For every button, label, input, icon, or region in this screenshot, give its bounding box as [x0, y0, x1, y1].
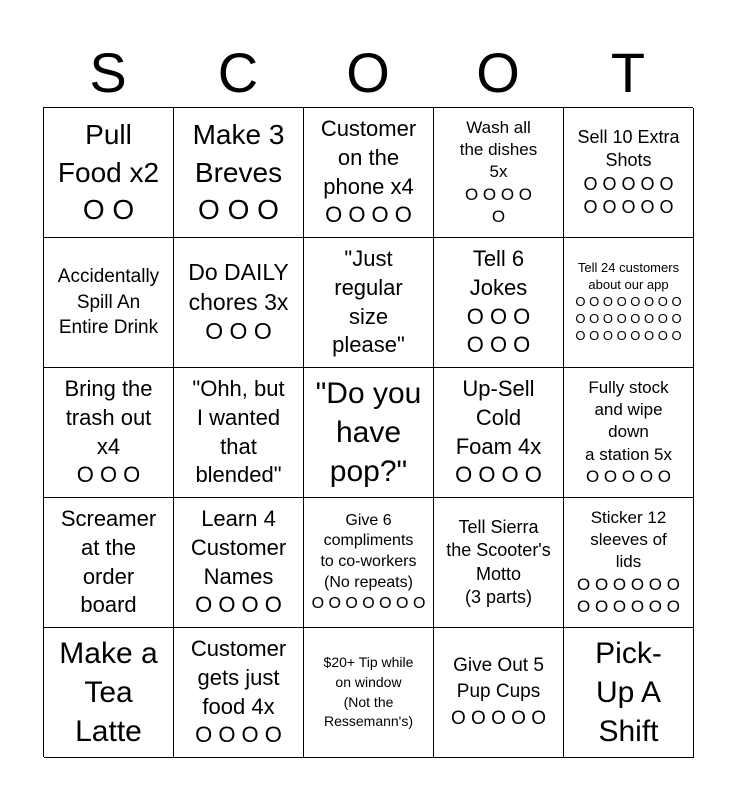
bingo-cell-text: Learn 4 Customer Names O O O O [190, 506, 287, 618]
bingo-cell-text: Customer on the phone x4 O O O O [320, 116, 417, 228]
bingo-cell-text: "Ohh, but I wanted that blended" [192, 376, 285, 488]
bingo-cell-text: Give 6 compliments to co-workers (No repeats) O O O O O O O [311, 511, 426, 612]
bingo-cell-text: "Just regular size please" [332, 246, 405, 358]
bingo-cell[interactable] [44, 628, 174, 758]
bingo-cell-text: Tell 6 Jokes O O O O O O [466, 246, 531, 358]
bingo-header [43, 42, 693, 104]
header-letter-s: S [89, 41, 127, 104]
bingo-cell[interactable] [434, 498, 564, 628]
bingo-cell[interactable] [174, 498, 304, 628]
bingo-cell[interactable] [564, 238, 694, 368]
bingo-cell[interactable] [564, 498, 694, 628]
bingo-cell[interactable] [174, 108, 304, 238]
bingo-cell[interactable] [564, 108, 694, 238]
bingo-cell[interactable] [304, 108, 434, 238]
bingo-cell-text: Bring the trash out x4 O O O [64, 376, 153, 488]
bingo-cell-text: Give Out 5 Pup Cups O O O O O [450, 654, 546, 729]
bingo-cell[interactable] [434, 368, 564, 498]
bingo-cell[interactable] [564, 628, 694, 758]
bingo-grid [43, 107, 693, 757]
bingo-cell[interactable] [304, 368, 434, 498]
bingo-cell[interactable] [44, 498, 174, 628]
bingo-cell[interactable] [174, 238, 304, 368]
bingo-cell-text: Do DAILY chores 3x O O O [188, 258, 289, 345]
bingo-cell[interactable] [44, 368, 174, 498]
bingo-cell[interactable] [174, 628, 304, 758]
bingo-cell-text: Accidentally Spill An Entire Drink [57, 266, 160, 339]
bingo-cell[interactable] [304, 498, 434, 628]
bingo-cell-text: Screamer at the order board [60, 506, 157, 618]
header-letter-o-2: O [476, 41, 520, 104]
bingo-cell-text: Sell 10 Extra Shots O O O O O O O O O O [577, 126, 680, 217]
bingo-cell-text: Sticker 12 sleeves of lids O O O O O O O O O O O O [577, 508, 680, 616]
bingo-cell-text: Pull Food x2 O O [57, 118, 160, 226]
header-letter-o: O [346, 41, 390, 104]
bingo-cell-text: Make 3 Breves O O O [192, 118, 285, 226]
bingo-cell[interactable] [434, 108, 564, 238]
bingo-cell[interactable] [304, 238, 434, 368]
bingo-cell[interactable] [434, 238, 564, 368]
bingo-cell-text: Tell 24 customers about our app O O O O O O O O O O O O O O O O O O O O O O O O [575, 260, 682, 343]
bingo-cell-text: "Do you have pop?" [315, 377, 422, 488]
bingo-cell-text: Wash all the dishes 5x O O O O O [459, 118, 538, 226]
bingo-cell-text: Make a Tea Latte [59, 637, 158, 748]
bingo-cell[interactable] [434, 628, 564, 758]
bingo-cell-text: Tell Sierra the Scooter's Motto (3 parts) [446, 516, 551, 607]
bingo-cell[interactable] [174, 368, 304, 498]
bingo-cell[interactable] [44, 108, 174, 238]
bingo-cell[interactable] [564, 368, 694, 498]
bingo-cell[interactable] [304, 628, 434, 758]
bingo-cell-text: Pick- Up A Shift [595, 637, 662, 748]
bingo-cell-text: Fully stock and wipe down a station 5x O O O O O [585, 378, 672, 486]
bingo-cell-text: $20+ Tip while on window (Not the Ressemann's) [323, 654, 414, 730]
bingo-cell-text: Customer gets just food 4x O O O O [190, 636, 287, 748]
bingo-cell[interactable] [44, 238, 174, 368]
bingo-cell-text: Up-Sell Cold Foam 4x O O O O [455, 376, 542, 488]
header-letter-c: C [217, 41, 259, 104]
header-letter-t: T [610, 41, 646, 104]
